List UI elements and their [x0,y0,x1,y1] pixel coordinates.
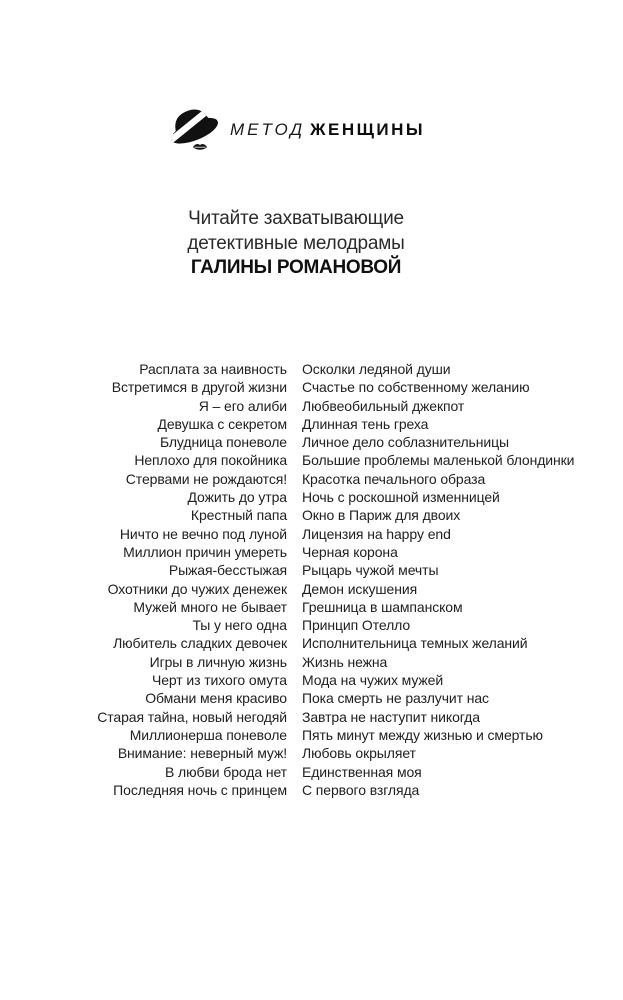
book-title: Большие проблемы маленькой блондинки [302,452,575,469]
book-title: Мужей много не бывает [133,598,287,615]
book-title: Осколки ледяной души [302,361,451,377]
book-title: Рыжая-бесстыжая [168,562,287,579]
book-title: Принцип Отелло [302,617,411,634]
book-title: Миллионерша поневоле [129,726,287,743]
book-title: Жизнь нежна [302,653,388,670]
brand-name-light: МЕТОД [230,120,306,139]
book-title: Черная корона [302,543,398,560]
book-title: Лицензия на happy end [302,525,451,542]
book-title: Завтра не наступит никогда [302,708,480,725]
book-title: Единственная моя [302,763,422,780]
intro-heading [0,207,592,281]
book-title: Я – его алиби [198,397,287,414]
author-name: ГАЛИНЫ РОМАНОВОЙ [190,257,402,278]
book-title: Крестный папа [190,507,287,524]
book-title: Девушка с секретом [157,415,287,432]
book-title: Миллион причин умереть [123,543,287,560]
book-title: Охотники до чужих денежек [107,580,287,597]
book-title: Встретимся в другой жизни [111,379,287,396]
book-title: Ночь с роскошной изменницей [302,489,500,506]
book-title: Пять минут между жизнью и смертью [302,726,543,743]
hat-and-lips-icon [166,103,222,155]
book-title: Окно в Париж для двоих [302,507,461,524]
book-title: Расплата за наивность [139,361,287,377]
book-title: Исполнительница темных желаний [302,635,528,652]
book-title: Дожить до утра [187,489,287,506]
book-list-right-column [302,360,592,799]
book-title: Стервами не рождаются! [125,470,287,487]
book-title: Блудница поневоле [159,434,287,451]
book-title: Длинная тень греха [302,415,429,432]
book-title: Красотка печального образа [302,470,486,487]
book-title: Рыцарь чужой мечты [302,562,439,579]
book-title: Любовь окрыляет [302,745,416,762]
book-title: Ты у него одна [192,617,287,634]
book-title: Обмани меня красиво [145,690,287,707]
book-title: Внимание: неверный муж! [117,745,287,762]
book-list [30,360,592,799]
book-title: Ничто не вечно под луной [119,525,287,542]
book-list-left-column [30,360,287,799]
book-title: Демон искушения [302,580,418,597]
book-title: С первого взгляда [302,781,420,798]
brand-logo [166,103,425,155]
book-title: Грешница в шампанском [302,598,463,615]
book-title: Старая тайна, новый негодяй [97,708,287,725]
book-title: Мода на чужих мужей [302,672,444,689]
book-title: Любвеобильный джекпот [302,397,465,414]
book-title: В любви брода нет [165,763,287,780]
book-title: Игры в личную жизнь [149,653,287,670]
book-title: Черт из тихого омута [152,672,287,689]
book-title: Счастье по собственному желанию [302,379,530,396]
book-title: Последняя ночь с принцем [113,781,287,798]
book-title: Любитель сладких девочек [113,635,287,652]
book-title: Личное дело соблазнительницы [302,434,509,451]
book-title: Неплохо для покойника [134,452,287,469]
brand-name [230,120,425,140]
intro-line-2: детективные мелодрамы [187,232,405,254]
intro-line-1: Читайте захватывающие [188,208,404,229]
brand-name-bold: ЖЕНЩИНЫ [310,120,426,139]
book-title: Пока смерть не разлучит нас [302,690,489,707]
